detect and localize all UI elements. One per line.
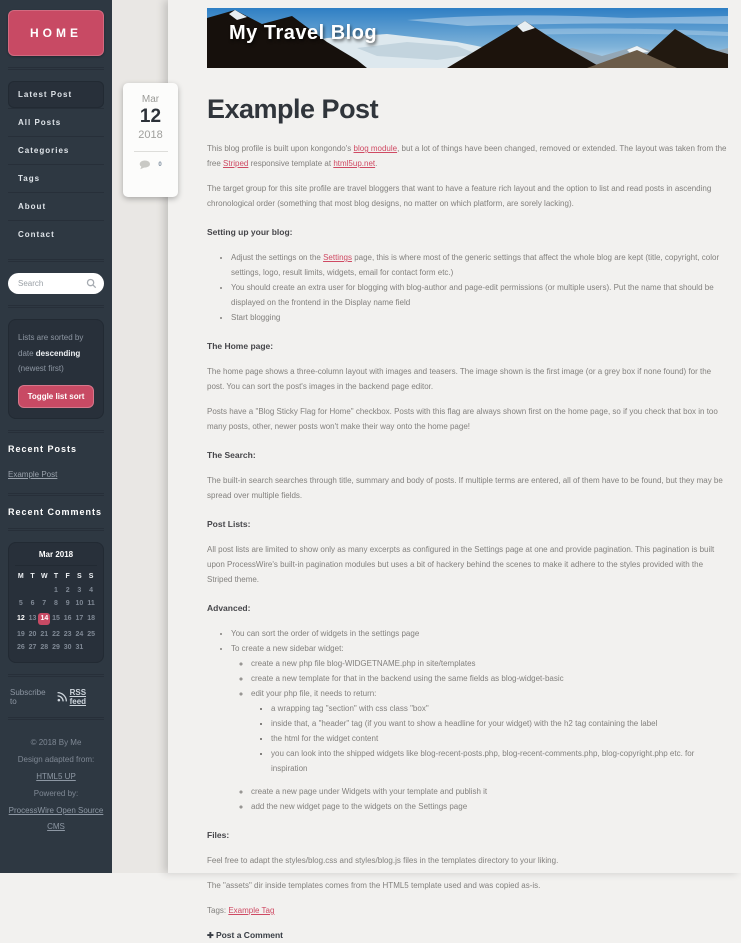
calendar-day: 25 bbox=[87, 630, 95, 638]
calendar-day-header: T bbox=[30, 572, 35, 580]
sort-text-before: Lists are sorted by date bbox=[18, 333, 84, 358]
calendar-day: 4 bbox=[89, 586, 94, 594]
calendar-day: 27 bbox=[28, 643, 37, 651]
text-run: a wrapping tag "section" with css class "box" bbox=[271, 704, 429, 713]
sort-text-after: (newest first) bbox=[18, 364, 64, 374]
toggle-list-sort-button[interactable]: Toggle list sort bbox=[18, 385, 94, 408]
tags-label: Tags: bbox=[207, 906, 229, 915]
sidebar-item-categories[interactable]: Categories bbox=[8, 136, 104, 164]
search-box bbox=[8, 273, 104, 294]
recent-posts-heading: Recent Posts bbox=[8, 443, 78, 454]
sidebar-item-latest-post[interactable]: Latest Post bbox=[8, 81, 104, 108]
subscribe-label: Subscribe to bbox=[10, 687, 46, 706]
footer-line: Powered by: bbox=[33, 788, 79, 798]
text-run: You should create an extra user for blogging with blog-author and page-edit permissions (or multiple users). Put the name that should be displayed on the frontend in the Display name field bbox=[231, 283, 714, 307]
tag-link[interactable]: Example Tag bbox=[228, 906, 275, 915]
calendar-day-cell bbox=[85, 641, 97, 654]
calendar-day-cell bbox=[15, 584, 27, 597]
calendar-day: 19 bbox=[16, 630, 25, 638]
section-heading bbox=[207, 601, 728, 616]
list-item bbox=[271, 701, 728, 716]
text-run: Advanced: bbox=[207, 603, 251, 613]
divider bbox=[8, 305, 104, 308]
calendar-day-cell bbox=[27, 610, 39, 628]
calendar-day-cell bbox=[38, 628, 50, 641]
text-run: This blog profile is built upon kongondo's bbox=[207, 144, 354, 153]
divider bbox=[8, 674, 104, 677]
tags-row bbox=[207, 903, 728, 918]
paragraph bbox=[207, 141, 728, 171]
calendar-day: 28 bbox=[40, 643, 49, 651]
calendar-day: 3 bbox=[77, 586, 82, 594]
calendar-week-row bbox=[15, 641, 97, 654]
calendar-day: 17 bbox=[75, 615, 84, 623]
post-list bbox=[231, 656, 728, 814]
calendar-day: 13 bbox=[28, 615, 37, 623]
home-button[interactable]: HOME bbox=[8, 10, 104, 56]
post-list bbox=[207, 250, 728, 325]
text-run: , but a lot of things have been changed, removed or extended. The layout was taken from the free bbox=[207, 144, 727, 168]
calendar-week-row bbox=[15, 628, 97, 641]
list-item bbox=[231, 641, 728, 814]
sidebar bbox=[0, 0, 112, 873]
calendar-day: 2 bbox=[65, 586, 70, 594]
search-icon bbox=[86, 278, 97, 289]
paragraph bbox=[207, 853, 728, 868]
list-item bbox=[271, 716, 728, 731]
calendar-header-row bbox=[15, 569, 97, 584]
calendar-week-row bbox=[15, 610, 97, 628]
blog-title: My Travel Blog bbox=[229, 22, 378, 44]
recent-post-link[interactable]: Example Post bbox=[8, 469, 58, 479]
calendar-day-cell bbox=[85, 597, 97, 610]
text-run: inside that, a "header" tag (if you want to show a headline for your widget) with the h2 tag containing the label bbox=[271, 719, 658, 728]
post-a-comment-link[interactable] bbox=[207, 930, 283, 940]
paragraph bbox=[207, 364, 728, 394]
recent-comments-heading: Recent Comments bbox=[8, 506, 103, 517]
recent-posts-list bbox=[8, 464, 104, 482]
text-run: Posts have a "Blog Sticky Flag for Home" checkbox. Posts with this flag are always shown first on the home page, so if you check that box in too many posts, other, newer posts won't make their way onto the home page! bbox=[207, 407, 718, 431]
calendar-day: 18 bbox=[87, 615, 95, 623]
footer-line bbox=[8, 769, 104, 785]
rss-icon bbox=[57, 692, 67, 702]
list-item bbox=[251, 686, 728, 776]
calendar-day: 16 bbox=[63, 615, 72, 623]
divider bbox=[8, 67, 104, 70]
footer-line bbox=[8, 803, 104, 835]
post-date-day: 12 bbox=[139, 106, 162, 127]
text-run: responsive template at bbox=[248, 159, 334, 168]
text-run: edit your php file, it needs to return: bbox=[251, 689, 377, 698]
calendar-day-cell bbox=[50, 584, 62, 597]
sidebar-item-about[interactable]: About bbox=[8, 192, 104, 220]
text-run: Post Lists: bbox=[207, 519, 251, 529]
footer-link[interactable]: ProcessWire Open Source CMS bbox=[8, 805, 104, 831]
sort-widget bbox=[8, 319, 104, 419]
text-run: you can look into the shipped widgets like blog-recent-posts.php, blog-recent-comments.php, blog-copyright.php etc. for inspiration bbox=[271, 749, 695, 773]
calendar-day: 5 bbox=[18, 599, 23, 607]
calendar-day: 22 bbox=[52, 630, 60, 638]
calendar-day-cell bbox=[50, 597, 62, 610]
list-item bbox=[231, 310, 728, 325]
calendar-day: 11 bbox=[87, 599, 95, 607]
post-body bbox=[207, 141, 728, 943]
list-item bbox=[231, 626, 728, 641]
calendar-day-header: T bbox=[53, 572, 59, 580]
sidebar-item-all-posts[interactable]: All Posts bbox=[8, 108, 104, 136]
calendar-day-cell bbox=[15, 641, 27, 654]
calendar-day-cell bbox=[27, 597, 39, 610]
paragraph bbox=[207, 878, 728, 893]
calendar-day-cell bbox=[62, 641, 74, 654]
header-banner bbox=[207, 8, 728, 68]
list-item bbox=[251, 671, 728, 686]
text-run: Feel free to adapt the styles/blog.css and styles/blog.js files in the templates directory to your liking. bbox=[207, 856, 559, 865]
calendar-day-cell bbox=[85, 610, 97, 628]
footer-line: Design adapted from: bbox=[17, 754, 95, 764]
calendar-day: 10 bbox=[75, 599, 84, 607]
calendar-day-header: S bbox=[77, 572, 82, 580]
calendar-day-cell bbox=[27, 584, 39, 597]
post-list bbox=[251, 701, 728, 776]
sidebar-footer bbox=[8, 731, 104, 835]
calendar-day: 21 bbox=[40, 630, 49, 638]
footer-line: © 2018 By Me bbox=[30, 737, 82, 747]
section-heading bbox=[207, 517, 728, 532]
post-title: Example Post bbox=[207, 94, 379, 124]
divider bbox=[8, 717, 104, 720]
plus-icon bbox=[207, 930, 216, 940]
calendar-day: 15 bbox=[52, 615, 60, 623]
comment-count: 0 bbox=[158, 162, 162, 168]
paragraph bbox=[207, 181, 728, 211]
calendar-widget bbox=[8, 542, 104, 663]
text-run: You can sort the order of widgets in the settings page bbox=[231, 629, 420, 638]
list-item bbox=[271, 746, 728, 776]
calendar-post-day-link[interactable]: 12 bbox=[16, 615, 25, 623]
date-card-divider bbox=[134, 151, 168, 152]
calendar-day: 6 bbox=[30, 599, 35, 607]
text-run: The "assets" dir inside templates comes from the HTML5 template used and was copied as-is. bbox=[207, 881, 541, 890]
section-heading bbox=[207, 828, 728, 843]
list-item bbox=[271, 731, 728, 746]
text-run: All post lists are limited to show only as many excerpts as configured in the Settings page at one and provide pagination. This pagination is built upon ProcessWire's built-in pagination modules but uses a bit of hackery behind the scenes to make it adhere to the styles provided with the Striped theme. bbox=[207, 545, 715, 584]
sidebar-nav bbox=[8, 81, 104, 248]
subscribe-row bbox=[8, 688, 104, 706]
calendar-day: 7 bbox=[42, 599, 47, 607]
section-heading bbox=[207, 225, 728, 240]
inline-link[interactable]: Settings bbox=[323, 253, 352, 262]
post-date-month: Mar bbox=[141, 94, 160, 105]
calendar-day-cell bbox=[62, 597, 74, 610]
inline-link[interactable]: blog module bbox=[353, 144, 398, 153]
calendar-day-header: S bbox=[88, 572, 94, 580]
paragraph bbox=[207, 542, 728, 587]
calendar-title: Mar 2018 bbox=[15, 550, 97, 566]
calendar-day-cell bbox=[85, 584, 97, 597]
post-date-card bbox=[123, 83, 178, 197]
calendar-today: 14 bbox=[38, 613, 50, 625]
calendar-day-cell bbox=[62, 610, 74, 628]
sort-widget-text bbox=[18, 330, 94, 377]
calendar-day: 31 bbox=[75, 643, 84, 651]
divider bbox=[8, 493, 104, 496]
text-run: create a new page under Widgets with your template and publish it bbox=[251, 787, 488, 796]
calendar-day-cell bbox=[15, 610, 27, 628]
post-a-comment-label: Post a Comment bbox=[215, 930, 284, 940]
list-item bbox=[251, 799, 728, 814]
calendar-day-header: M bbox=[17, 572, 24, 580]
text-run: Start blogging bbox=[231, 313, 281, 322]
calendar-day: 1 bbox=[54, 586, 58, 594]
text-run: page, this is where most of the generic settings that affect the whole blog are kept (title, copyright, color settings, logo, result limits, widgets, email for contact form etc.) bbox=[231, 253, 720, 277]
text-run: The built-in search searches through title, summary and body of posts. If multiple terms are entered, all of them have to be found, but they may be spread over multiple fields. bbox=[207, 476, 723, 500]
text-run: The target group for this site profile are travel bloggers that want to have a feature rich layout and the option to list and read posts in ascending chronological order (something that most blog designs, no matter on which platform, are sorely lacking). bbox=[207, 184, 712, 208]
calendar-day-cell bbox=[50, 641, 62, 654]
calendar-day-cell bbox=[38, 597, 50, 610]
list-item bbox=[251, 784, 728, 799]
text-run: the html for the widget content bbox=[271, 734, 379, 743]
calendar-grid bbox=[15, 569, 97, 654]
calendar-day-cell bbox=[27, 628, 39, 641]
list-item bbox=[231, 280, 728, 310]
footer-link[interactable]: HTML5 UP bbox=[36, 771, 76, 781]
calendar-day-cell bbox=[74, 628, 86, 641]
sidebar-item-contact[interactable]: Contact bbox=[8, 220, 104, 248]
divider bbox=[8, 430, 104, 433]
calendar-day-header: W bbox=[40, 572, 48, 580]
calendar-week-row bbox=[15, 584, 97, 597]
calendar-day: 23 bbox=[63, 630, 72, 638]
text-run: . bbox=[375, 159, 378, 168]
calendar-day-cell bbox=[50, 628, 62, 641]
calendar-day-cell bbox=[15, 628, 27, 641]
list-item bbox=[231, 250, 728, 280]
sort-direction: descending bbox=[35, 348, 81, 358]
calendar-day: 20 bbox=[28, 630, 37, 638]
calendar-day: 26 bbox=[16, 643, 25, 651]
calendar-day-cell bbox=[62, 628, 74, 641]
text-run: Files: bbox=[207, 830, 230, 840]
calendar-day-cell bbox=[74, 584, 86, 597]
divider bbox=[8, 259, 104, 262]
list-item bbox=[251, 656, 728, 671]
calendar-day: 8 bbox=[54, 599, 58, 607]
comment-count-row bbox=[123, 160, 178, 170]
calendar-day: 29 bbox=[52, 643, 60, 651]
calendar-day: 30 bbox=[63, 643, 72, 651]
calendar-day-header: F bbox=[65, 572, 70, 580]
calendar-day-cell bbox=[15, 597, 27, 610]
calendar-day-cell bbox=[74, 597, 86, 610]
comment-bubble-icon bbox=[139, 160, 152, 170]
text-run: The Search: bbox=[207, 450, 256, 460]
main-content bbox=[168, 0, 741, 940]
divider bbox=[8, 528, 104, 531]
calendar-day-cell bbox=[38, 584, 50, 597]
text-run: The home page shows a three-column layout with images and teasers. The image shown is the first image (or a grey box if none found) for the post. You can sort the post's images in the backend page editor. bbox=[207, 367, 712, 391]
calendar-day-cell bbox=[74, 610, 86, 628]
paragraph bbox=[207, 473, 728, 503]
text-run: create a new php file blog-WIDGETNAME.php in site/templates bbox=[251, 659, 476, 668]
calendar-week-row bbox=[15, 597, 97, 610]
calendar-day-cell bbox=[85, 628, 97, 641]
recent-post-item bbox=[8, 464, 104, 482]
calendar-day-cell bbox=[38, 610, 50, 628]
inline-link[interactable]: Striped bbox=[223, 159, 249, 168]
text-run: add the new widget page to the widgets on the Settings page bbox=[251, 802, 468, 811]
calendar-day-cell bbox=[27, 641, 39, 654]
calendar-day: 9 bbox=[65, 599, 70, 607]
post-date-year: 2018 bbox=[138, 129, 163, 141]
text-run: create a new template for that in the backend using the same fields as blog-widget-basic bbox=[251, 674, 564, 683]
text-run: Adjust the settings on the bbox=[231, 253, 324, 262]
text-run: To create a new sidebar widget: bbox=[231, 644, 344, 653]
comment-row bbox=[207, 928, 728, 943]
calendar-day-cell bbox=[62, 584, 74, 597]
calendar-day-cell bbox=[38, 641, 50, 654]
section-heading bbox=[207, 339, 728, 354]
section-heading bbox=[207, 448, 728, 463]
calendar-day-cell bbox=[50, 610, 62, 628]
sidebar-item-tags[interactable]: Tags bbox=[8, 164, 104, 192]
calendar-day: 24 bbox=[75, 630, 84, 638]
text-run: Setting up your blog: bbox=[207, 227, 293, 237]
text-run: The Home page: bbox=[207, 341, 274, 351]
calendar-day-cell bbox=[74, 641, 86, 654]
rss-feed-link[interactable]: RSS feed bbox=[69, 687, 87, 706]
post-list bbox=[207, 626, 728, 814]
inline-link[interactable]: html5up.net bbox=[333, 159, 376, 168]
paragraph bbox=[207, 404, 728, 434]
